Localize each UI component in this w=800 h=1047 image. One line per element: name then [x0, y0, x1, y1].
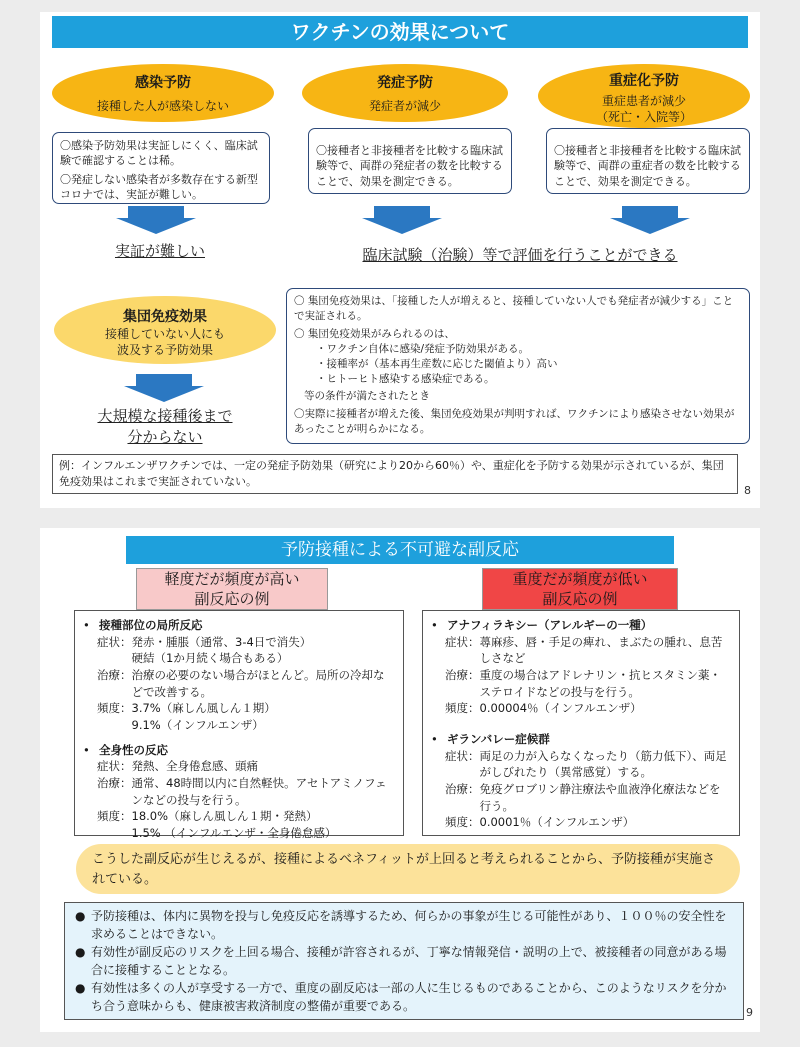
- bullet-item: ● 有効性が副反応のリスクを上回る場合、接種が許容されるが、丁寧な情報発信・説明の上で、被接種者の同意がある場合に接種することとなる。: [75, 945, 727, 977]
- page-number: 8: [744, 484, 751, 497]
- conclusion-line: 分からない: [127, 428, 203, 446]
- row-value: 0.0001％（インフルエンザ）: [479, 815, 635, 830]
- row-key: 頻度：: [97, 701, 132, 716]
- oval-title: 感染予防: [135, 75, 191, 91]
- label-line: 重度だが頻度が低い: [512, 570, 648, 588]
- bullet-item: ● 有効性は多くの人が享受する一方で、重度の副反応は一部の人に生じるものであることから、このようなリスクを分かち合う意味からも、健康被害救済制度の整備が重要である。: [75, 981, 727, 1013]
- slide2-title: 予防接種による不可避な副反応: [126, 536, 674, 564]
- row-value: 発熱、全身倦怠感、頭痛: [131, 759, 258, 774]
- row-value: 発赤・腫脹（通常、3-4日で消失）: [131, 634, 312, 649]
- footer-note: 例：インフルエンザワクチンでは、一定の発症予防効果（研究により20から60％）や、重症化を予防する効果が示されているが、集団免疫効果はこれまで実証されていない。: [52, 454, 738, 494]
- oval-title: 発症予防: [377, 75, 433, 91]
- row-key: 治療：: [97, 776, 132, 791]
- row-key: 症状：: [97, 634, 132, 649]
- box-severe-reactions: [422, 610, 740, 836]
- conclusion-clinical-trials: 臨床試験（治験）等で評価を行うことができる: [362, 246, 678, 264]
- label-line: 軽度だが頻度が高い: [164, 570, 300, 588]
- row-key: 症状：: [445, 634, 480, 649]
- bullet-item: ● 予防接種は、体内に異物を投与し免疫反応を誘導するため、何らかの事象が生じる可能性があり、１００％の安全性を求めることはできない。: [75, 909, 727, 941]
- label-severe-rare: [482, 568, 678, 610]
- down-arrow-icon: [116, 206, 196, 234]
- row-value: 硬結（1か月続く場合もある）: [131, 651, 289, 666]
- row-value: 0.00004％（インフルエンザ）: [479, 701, 642, 716]
- row-value: 9.1%（インフルエンザ）: [131, 718, 264, 733]
- bullet-icon: ●: [75, 945, 86, 959]
- herd-item: ・ワクチン自体に感染/発症予防効果がある。: [316, 342, 530, 355]
- section-header: • ギランバレー症候群: [431, 732, 550, 747]
- oval-sub-2: 波及する予防効果: [116, 343, 213, 358]
- row-value: 免疫グロブリン静注療法や血液浄化療法などを行う。: [479, 782, 721, 813]
- row-value: 治療の必要のない場合がほとんど。局所の冷却などで改善する。: [131, 668, 385, 699]
- conclusion-line: 大規模な接種後まで: [97, 407, 233, 425]
- herd-para: 〇 集団免疫効果は、「接種した人が増えると、接種していない人でも発症者が減少する」ことで実証される。: [294, 295, 734, 322]
- oval-onset-prevention: [302, 64, 508, 122]
- herd-para: 〇実際に接種者が増えた後、集団免疫効果が判明すれば、ワクチンにより感染させない効果があったことが明らかになる。: [294, 408, 735, 436]
- box-onset: [308, 128, 512, 194]
- oval-sub: 接種していない人にも: [104, 327, 225, 341]
- slide-vaccine-effects: [40, 12, 760, 508]
- bullet-box: [64, 902, 744, 1020]
- box-line: 〇接種者と非接種者を比較する臨床試験等で、両群の重症者の数を比較することで、効果を測定できる。: [554, 144, 741, 188]
- row-key: 頻度：: [97, 809, 132, 824]
- slide1-title: ワクチンの効果について: [52, 16, 748, 48]
- row-value: 蕁麻疹、唇・手足の痺れ、まぶたの腫れ、息苦しさなど: [479, 634, 723, 666]
- row-key: 頻度：: [445, 815, 480, 830]
- row-key: 症状：: [97, 759, 132, 774]
- label-line: 副反応の例: [194, 590, 270, 609]
- oval-severity-prevention: [538, 64, 750, 128]
- down-arrow-icon: [124, 374, 204, 402]
- herd-para: 等の条件が満たされたとき: [304, 390, 430, 403]
- box-line: 〇感染予防効果は実証しにくく、臨床試験で確認することは稀。: [60, 139, 258, 168]
- row-key: 治療：: [445, 668, 480, 683]
- label-line: 副反応の例: [542, 590, 618, 609]
- row-value: 3.7%（麻しん風しん１期）: [131, 701, 276, 716]
- row-value: 通常、48時間以内に自然軽快。アセトアミノフェンなどの投与を行う。: [131, 776, 387, 807]
- row-key: 症状：: [445, 748, 480, 763]
- bullet-icon: ●: [75, 981, 86, 995]
- down-arrow-icon: [362, 206, 442, 234]
- row-value: 重度の場合はアドレナリン・抗ヒスタミン薬・ステロイドなどの投与を行う。: [479, 668, 721, 699]
- oval-sub: 発症者が減少: [368, 99, 441, 113]
- oval-title: 集団免疫効果: [123, 309, 207, 325]
- section-header: • アナフィラキシー（アレルギーの一種）: [431, 618, 653, 632]
- conclusion-herd: [70, 406, 260, 448]
- oval-infection-prevention: [52, 64, 274, 122]
- oval-sub-2: （死亡・入院等）: [595, 110, 692, 125]
- slide-side-effects: [40, 528, 760, 1032]
- row-value: 1.5% （インフルエンザ・全身倦怠感）: [131, 826, 337, 841]
- herd-item: ・接種率が（基本再生産数に応じた閾値より）高い: [316, 357, 558, 370]
- box-infection: [52, 132, 270, 204]
- page-number: 9: [746, 1006, 753, 1019]
- box-mild-reactions: [74, 610, 404, 841]
- row-key: 治療：: [445, 782, 480, 797]
- down-arrow-icon: [610, 206, 690, 234]
- box-line: 〇接種者と非接種者を比較する臨床試験等で、両群の発症者の数を比較することで、効果を測定できる。: [316, 144, 503, 188]
- benefit-banner: こうした副反応が生じえるが、接種によるベネフィットが上回ると考えられることから、予防接種が実施されている。: [76, 844, 740, 894]
- box-herd-immunity: [286, 288, 750, 444]
- box-severity: [546, 128, 750, 194]
- conclusion-hard-to-prove: 実証が難しい: [114, 242, 205, 260]
- row-key: 頻度：: [445, 701, 480, 716]
- oval-herd-immunity: [54, 296, 276, 364]
- oval-title: 重症化予防: [609, 73, 679, 89]
- oval-sub: 重症患者が減少: [601, 94, 686, 108]
- row-key: 治療：: [97, 668, 132, 683]
- bullet-icon: ●: [75, 909, 86, 923]
- row-value: 18.0%（麻しん風しん１期・発熱）: [131, 809, 318, 824]
- herd-item: ・ヒトーヒト感染する感染症である。: [316, 372, 495, 385]
- oval-sub: 接種した人が感染しない: [96, 99, 229, 113]
- section-header: • 全身性の反応: [83, 742, 168, 757]
- section-header: • 接種部位の局所反応: [83, 618, 203, 632]
- label-mild-frequent: [136, 568, 328, 610]
- box-line: 〇発症しない感染者が多数存在する新型コロナでは、実証が難しい。: [60, 172, 258, 202]
- row-value: 両足の力が入らなくなったり（筋力低下）、両足がしびれたり（異常感覚）する。: [479, 748, 727, 780]
- herd-para: 〇 集団免疫効果がみられるのは、: [294, 327, 455, 340]
